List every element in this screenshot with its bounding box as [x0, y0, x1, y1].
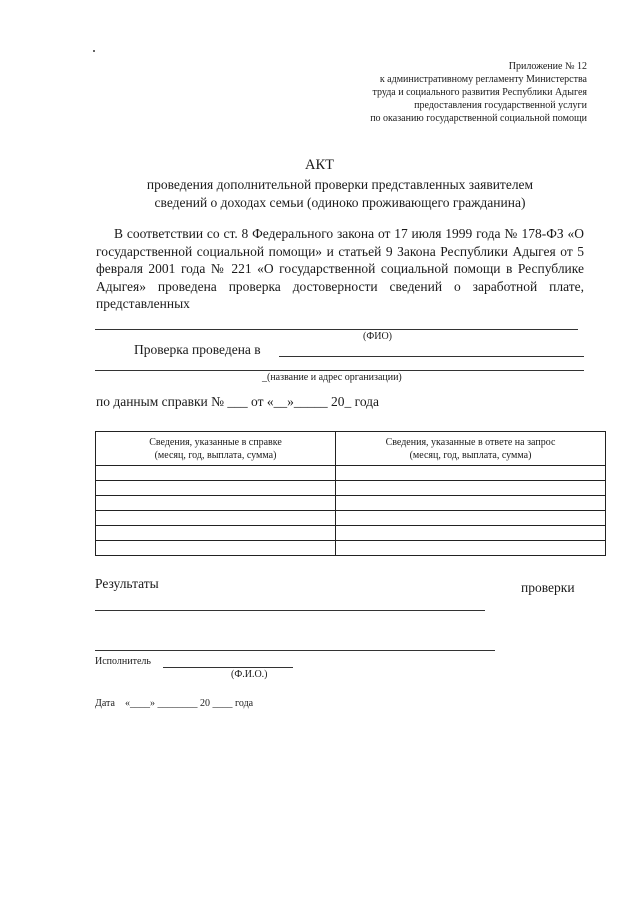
table-row	[96, 541, 606, 556]
results-label: Результаты	[95, 576, 159, 591]
check-done-label: Проверка проведена в	[134, 342, 261, 357]
table-row	[96, 526, 606, 541]
document-title: АКТ	[305, 157, 334, 173]
executor-label: Исполнитель	[95, 656, 151, 667]
appendix-line: Приложение № 12	[508, 61, 587, 72]
appendix-line: по оказанию государственной социальной помощи	[370, 113, 587, 124]
results-fill-line-2	[95, 650, 495, 651]
table-cell[interactable]	[96, 541, 336, 556]
column-header-subtext: (месяц, год, выплата, сумма)	[409, 449, 532, 461]
column-header-response	[336, 432, 606, 466]
table-cell[interactable]	[96, 496, 336, 511]
date-value: «____» ________ 20 ____ года	[125, 698, 254, 709]
column-header-text: Сведения, указанные в справке	[149, 436, 282, 448]
table-cell[interactable]	[336, 526, 606, 541]
table-cell[interactable]	[96, 466, 336, 481]
table-cell[interactable]	[336, 511, 606, 526]
executor-caption: (Ф.И.О.)	[231, 669, 268, 680]
results-label-end: проверки	[521, 580, 575, 595]
table-cell[interactable]	[336, 466, 606, 481]
appendix-header	[287, 60, 587, 125]
column-header-subtext: (месяц, год, выплата, сумма)	[154, 449, 277, 461]
fio-fill-line	[95, 329, 578, 330]
appendix-line: предоставления государственной услуги	[414, 100, 587, 111]
table-row	[96, 511, 606, 526]
org-caption: _(название и адрес организации)	[262, 372, 402, 383]
scan-speck	[93, 50, 95, 52]
comparison-table	[95, 431, 606, 556]
fio-caption: (ФИО)	[363, 331, 393, 342]
table-cell[interactable]	[336, 496, 606, 511]
document-subtitle	[140, 176, 540, 212]
body-paragraph: В соответствии со ст. 8 Федерального закона от 17 июля 1999 года № 178-ФЗ «О государственной социальной помощи» и статьей 9 Закона Республики Адыгея от 5 февраля 2001 года № 221 «О государственной социальной помощи в Республике Адыгея» проведена проверка достоверности сведений о заработной плате, представленных	[96, 226, 584, 311]
table-cell[interactable]	[96, 511, 336, 526]
appendix-line: к административному регламенту Министерства	[379, 74, 587, 85]
subtitle-line: сведений о доходах семьи (одиноко проживающего гражданина)	[154, 195, 526, 210]
org-fill-line	[279, 356, 584, 357]
by-data-line: по данным справки № ___ от «__»_____ 20_ года	[96, 394, 380, 409]
table-row	[96, 466, 606, 481]
appendix-line: труда и социального развития Республики Адыгея	[372, 87, 587, 98]
column-header-text: Сведения, указанные в ответе на запрос	[385, 436, 556, 448]
subtitle-line: проведения дополнительной проверки представленных заявителем	[146, 177, 534, 192]
results-fill-line	[95, 610, 485, 611]
table-row	[96, 481, 606, 496]
date-label: Дата	[95, 698, 115, 709]
org-fill-line-2	[95, 370, 584, 371]
executor-fill-line	[163, 667, 293, 668]
table-cell[interactable]	[336, 481, 606, 496]
table-cell[interactable]	[96, 481, 336, 496]
table-header-row	[96, 432, 606, 466]
column-header-reference	[96, 432, 336, 466]
table-row	[96, 496, 606, 511]
table-cell[interactable]	[96, 526, 336, 541]
table-cell[interactable]	[336, 541, 606, 556]
